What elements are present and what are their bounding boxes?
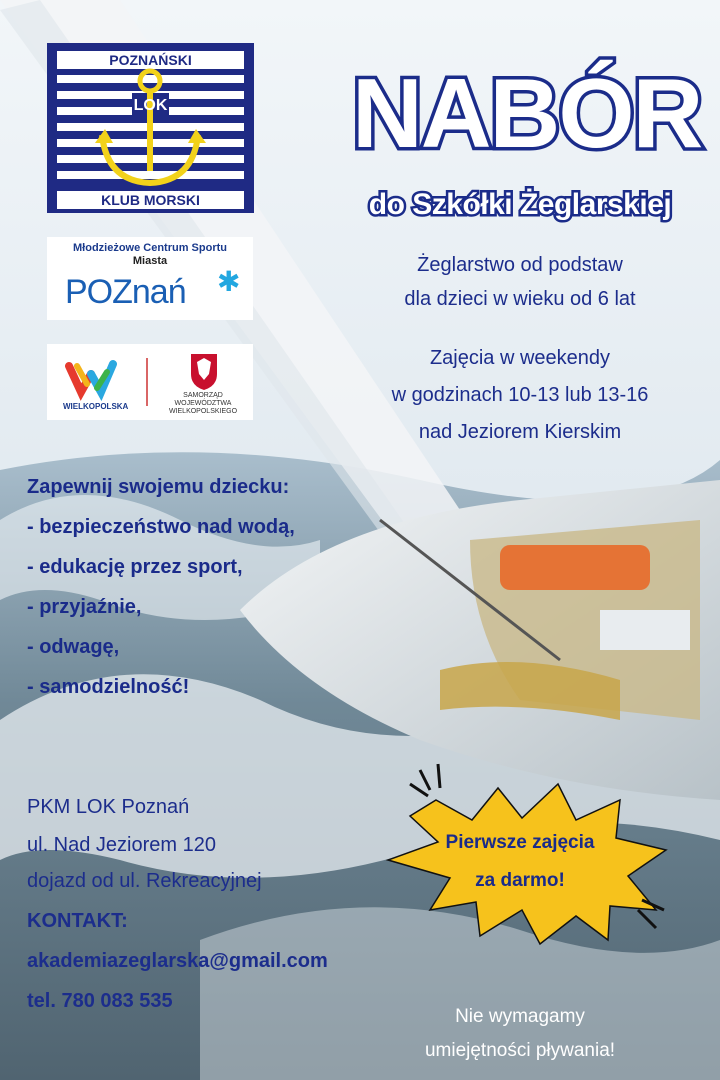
- schedule-line2: w godzinach 10-13 lub 13-16: [391, 384, 649, 406]
- title-subtitle: do Szkółki Żeglarskiej: [368, 188, 672, 221]
- mcs-line2: Miasta: [132, 255, 168, 267]
- note-line2: umiejętności pływania!: [424, 1040, 616, 1061]
- contact-street: ul. Nad Jeziorem 120: [27, 834, 216, 856]
- lok-top-text: POZNAŃSKI: [109, 52, 192, 68]
- mcs-brand: POZnań: [65, 273, 186, 311]
- asterisk-icon: ✱: [217, 265, 241, 298]
- benefit-item: - bezpieczeństwo nad wodą,: [27, 516, 295, 538]
- promo-line1: Pierwsze zajęcia: [445, 832, 595, 853]
- intro-line2: dla dzieci w wieku od 6 lat: [404, 288, 636, 310]
- samorzad-line2: WOJEWÓDZTWA: [174, 400, 232, 407]
- mcs-line1: Młodzieżowe Centrum Sportu: [73, 242, 227, 254]
- lok-klub-morski-logo: [47, 43, 254, 213]
- promo-line2: za darmo!: [475, 870, 565, 891]
- note-line1: Nie wymagamy: [455, 1006, 585, 1027]
- benefit-item: - edukację przez sport,: [27, 556, 243, 578]
- wielkopolska-logo: [47, 344, 253, 420]
- intro-line1: Żeglarstwo od podstaw: [417, 254, 623, 276]
- samorzad-line3: WIELKOPOLSKIEGO: [168, 408, 238, 415]
- title-nabor: NABÓR: [352, 58, 702, 168]
- lok-center-text: LOK: [133, 97, 168, 114]
- schedule-line1: Zajęcia w weekendy: [429, 347, 611, 369]
- contact-directions: dojazd od ul. Rekreacyjnej: [27, 870, 262, 892]
- benefit-item: - przyjaźnie,: [27, 596, 142, 618]
- schedule-line3: nad Jeziorem Kierskim: [418, 421, 622, 443]
- contact-label: KONTAKT:: [27, 910, 128, 932]
- wielkopolska-label: WIELKOPOLSKA: [63, 402, 129, 411]
- samorzad-line1: SAMORZĄD: [183, 392, 223, 399]
- benefit-item: - samodzielność!: [27, 676, 190, 698]
- contact-phone[interactable]: tel. 780 083 535: [27, 990, 173, 1012]
- lok-bottom-text: KLUB MORSKI: [101, 192, 200, 208]
- promo-burst: [380, 760, 680, 950]
- benefit-item: - odwagę,: [27, 636, 120, 658]
- burst-lines-icon: [410, 764, 440, 796]
- benefits-heading: Zapewnij swojemu dziecku:: [27, 476, 290, 498]
- contact-email[interactable]: akademiazeglarska@gmail.com: [27, 950, 328, 972]
- contact-org: PKM LOK Poznań: [27, 796, 190, 818]
- mcs-poznan-logo: [47, 237, 253, 320]
